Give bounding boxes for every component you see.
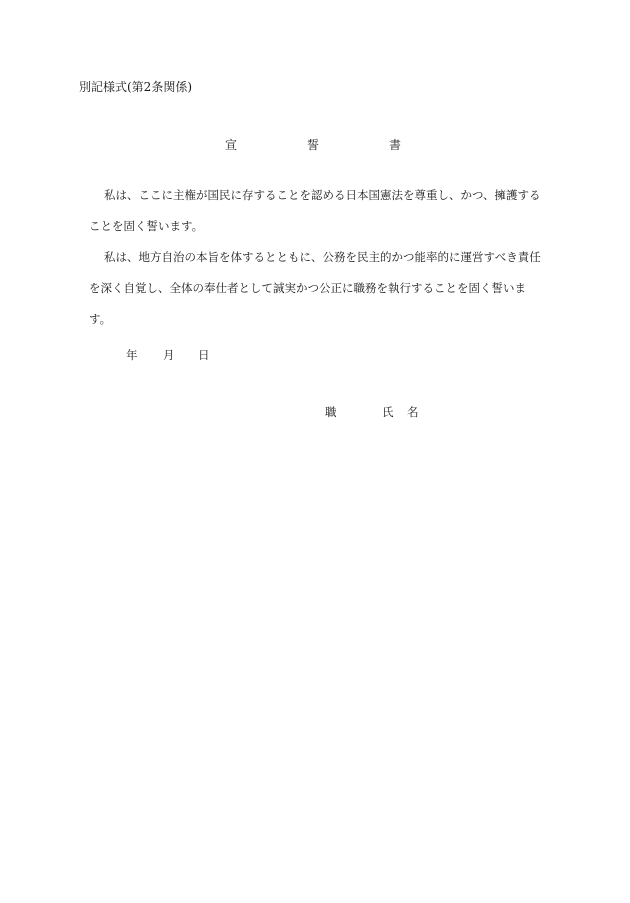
signature-position-label: 職 [325,405,337,419]
body-line-2: ことを固く誓います。 [89,219,204,233]
title-char-3: 書 [389,138,402,152]
body-line-3: 私は、地方自治の本旨を体するとともに、公務を民主的かつ能率的に運営すべき責任 [104,250,541,264]
signature-name-label-1: 氏 [382,405,394,419]
title-char-1: 宣 [225,138,238,152]
body-line-5: す。 [89,312,112,326]
body-line-4: を深く自覚し、全体の奉仕者として誠実かつ公正に職務を執行することを固く誓いま [89,281,526,295]
date-day-label: 日 [198,348,210,362]
body-line-1: 私は、ここに主権が国民に存することを認める日本国憲法を尊重し、かつ、擁護する [104,188,541,202]
date-month-label: 月 [163,348,175,362]
title-char-2: 誓 [307,138,320,152]
form-label: 別記様式(第2条関係) [79,80,192,94]
signature-name-label-2: 名 [407,405,419,419]
date-year-label: 年 [126,348,138,362]
